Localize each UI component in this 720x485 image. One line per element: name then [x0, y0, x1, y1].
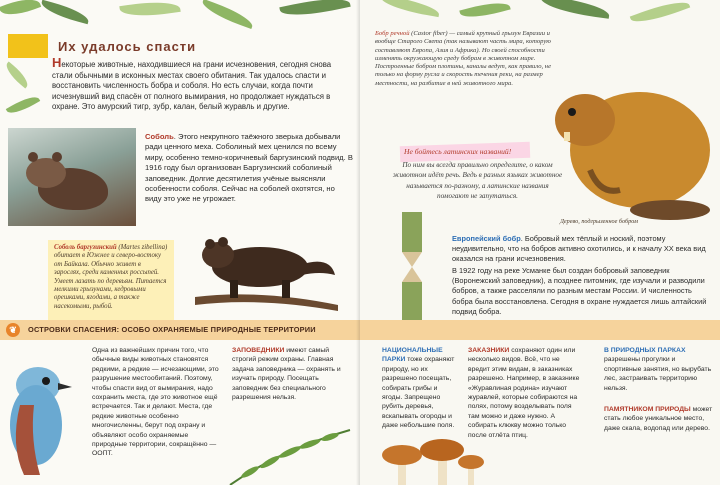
sable-text: . Этого некрупного таёжного зверька добывали ради ценного меха. Соболиный мех ценился по всему миру, особенно темно-коричневый баргузинский подвид. В 1916 году был организован Баргузинский соболиный заповедник. Долгие десятилетия учёные выясняли особенности соболя. Сейчас на соболей охотятся, но виду это уже не угрожает. — [145, 132, 353, 204]
section-title: ОСТРОВКИ СПАСЕНИЯ: ОСОБО ОХРАНЯЕМЫЕ ПРИРОДНЫЕ ТЕРРИТОРИИ — [28, 325, 316, 334]
sable-heading: Соболь — [145, 132, 174, 141]
gnawed-tree-illustration — [392, 212, 432, 324]
leaf-decoration — [2, 62, 31, 89]
latin-names-quote: По ним вы всегда правильно определите, о каком животном идёт речь. Ведь в разных языках животное называется по-разному, а латинские названия помогают не запутаться. — [392, 161, 563, 201]
leaf-icon: ❦ — [6, 323, 20, 337]
sable-photo — [8, 128, 136, 226]
european-beaver-text: . Бобровый мех тёплый и ноский, поэтому неудивительно, что на бобров активно охотились, и к началу XX века вид оказался на грани исчезновения. — [452, 234, 706, 264]
leaf-decoration — [630, 0, 690, 28]
nature-parks-heading: В ПРИРОДНЫХ ПАРКАХ — [604, 347, 686, 354]
beaver-note-title: Бобр речной — [375, 30, 410, 37]
reserves-column — [232, 346, 352, 402]
leaf-decoration — [379, 0, 440, 17]
reserves-heading: ЗАПОВЕДНИКИ — [232, 347, 285, 354]
section-band — [360, 320, 720, 340]
sable-note — [48, 240, 174, 320]
drop-cap: Н — [52, 55, 62, 70]
reserves-text: имеют самый строгий режим охраны. Главная задача заповедника — охранять и изучать природу. Посещать заповедник без специального разрешения нельзя. — [232, 347, 341, 402]
nature-parks-text: разрешены прогулки и спортивные занятия, но вырубать лес, застраивать территорию нельзя. — [604, 356, 712, 392]
tree-caption: Дерево, подгрызенное бобром — [560, 218, 638, 225]
section-band — [0, 320, 360, 340]
leaf-decoration — [39, 0, 90, 24]
roller-bird-illustration — [0, 345, 75, 485]
title-marker — [8, 34, 48, 58]
title-block — [8, 34, 196, 58]
sable-ear — [28, 152, 38, 162]
beaver-note-text: — самый крупный грызун Евразии и вообще Старого Света (так называют часть мира, которую составляют Европа, Азия и Африка). Но своей способности изменять окружающую среду бобрам в животном мире. Построенные бобром плотины, каналы ведут, как правило, не только на форму русла и скорость течения реки, на размер местности, на разбитие в ней животного мира. — [375, 30, 551, 87]
natural-monument-text: может стать любое уникальное место, даже скала, водопад или дерево. — [604, 406, 713, 432]
leaf-decoration — [200, 0, 256, 29]
intro-paragraph — [52, 55, 352, 113]
european-beaver-paragraph-2: В 1922 году на реке Усманке был создан бобровый заповедник (Воронежский заповедник), а позднее питомник, где изучали и разводили бобров, а также расселяли по разным местам России. И численность бобра была восстановлена. Сегодня в охране нуждается лишь алтайский подвид бобра. — [452, 266, 707, 316]
sanctuaries-heading: ЗАКАЗНИКИ — [468, 347, 510, 354]
leaf-decoration — [539, 0, 610, 19]
leaf-decoration — [279, 0, 350, 21]
right-page — [360, 0, 720, 485]
leaf-decoration — [6, 92, 40, 118]
mushroom-illustration — [378, 430, 488, 485]
natural-monument-card — [604, 405, 714, 433]
sanctuaries-card — [468, 346, 580, 440]
national-parks-text: тоже охраняют природу, но их разрешено посещать, собирать грибы и ягоды. Запрещено рубить деревья, вскапывать огороды и даже небольшие поля. — [382, 356, 455, 430]
sable-head — [26, 158, 66, 188]
sable-illustration — [190, 225, 340, 315]
intro-text: екоторые животные, находившиеся на грани исчезновения, сегодня снова стали обычными в исконных местах своего обитания. Так удалось спасти и восстановить численность бобра и соболя. Но есть случаи, когда почти исчезнувший вид спасён от полного вымирания, но продолжает нуждаться в охране. Это амурский тигр, зубр, калан, белый журавль и другие. — [52, 60, 332, 112]
national-parks-heading: НАЦИОНАЛЬНЫЕ ПАРКИ — [382, 347, 443, 364]
national-parks-card — [382, 346, 458, 431]
beaver-note-latin: (Castor fiber) — [411, 30, 448, 37]
latin-names-title: Не бойтесь латинских названий! — [404, 147, 512, 156]
sable-paragraph — [145, 132, 353, 205]
nature-parks-card — [604, 346, 714, 393]
beaver-illustration — [530, 70, 715, 230]
sable-note-latin: (Martes zibellina) — [118, 244, 168, 251]
beaver-note — [375, 30, 555, 132]
european-beaver-paragraph — [452, 234, 714, 265]
sanctuaries-text: сохраняют один или несколько видов. Всё, что не вредит этим видам, в заказниках разрешено. Например, в заказнике «Журавлиная родина» изучают журавлей, которые собираются на полях, потому возделывать поля там можно и даже нужно. А собирать клюкву можно только после отлёта птиц. — [468, 347, 580, 439]
sable-note-title: Соболь баргузинский — [54, 244, 117, 251]
leaf-decoration — [459, 0, 510, 22]
leaf-decoration — [0, 0, 41, 20]
sable-ear — [52, 152, 62, 162]
natural-monument-heading: ПАМЯТНИКОМ ПРИРОДЫ — [604, 406, 691, 413]
fern-decoration — [220, 420, 360, 485]
sable-note-text: обитает в Южнее и северо-востоку от Байкала. Обычно живет в зарослях, среди каменных россыпей. Умеет лазать по деревьям. Питается мелкими грызунами, кедровыми орешками, ягодами, а также насекомыми, рыбой. — [54, 252, 167, 310]
leaf-decoration — [119, 0, 180, 20]
european-beaver-heading: Европейский бобр — [452, 234, 521, 243]
protected-areas-column: Одна из важнейших причин того, что обычные виды животных становятся редкими, а редкие — исчезающими, это разрушение местообитаний. Поэтому, чтобы спасти вид от вымирания, надо сохранить места, где это животное ещё встречается. Так и делают. Места, где редкие животные особенно многочисленны, берут под охрану и объявляют особо охраняемые природные территории, сокращённо — ООПТ. — [92, 347, 219, 458]
page-title: Их удалось спасти — [58, 38, 197, 54]
